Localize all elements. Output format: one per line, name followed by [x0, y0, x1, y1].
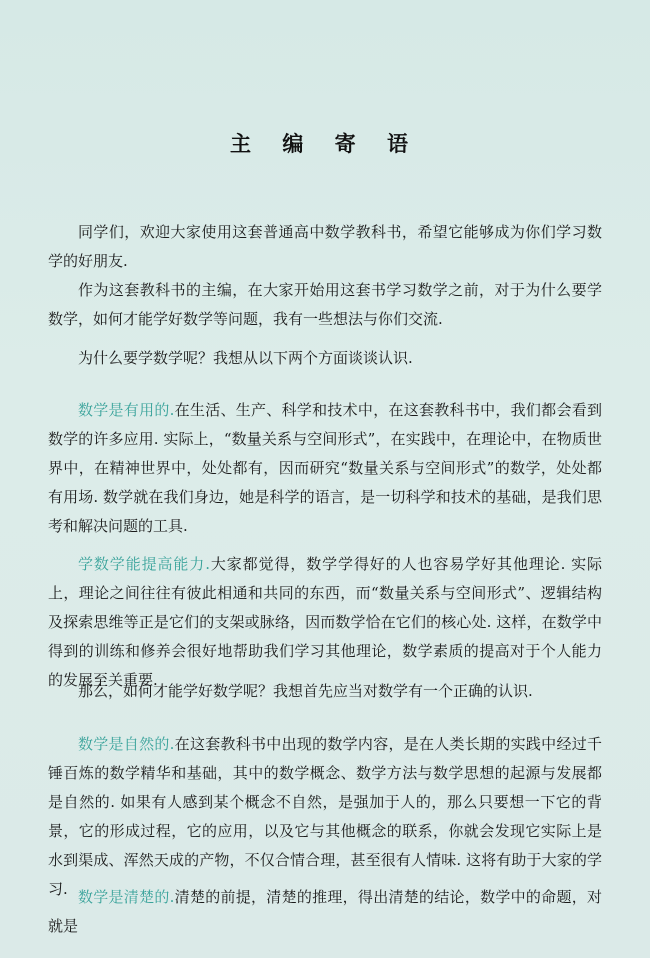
paragraph-text: 同学们，欢迎大家使用这套普通高中数学教科书，希望它能够成为你们学习数学的好朋友. — [48, 223, 602, 270]
paragraph-math-ability — [48, 550, 602, 695]
paragraph-text: 清楚的前提，清楚的推理，得出清楚的结论，数学中的命题，对就是 — [48, 888, 602, 935]
paragraph-lead: 数学是清楚的. — [78, 888, 175, 906]
paragraph-text: 大家都觉得，数学学得好的人也容易学好其他理论. 实际上，理论之间往往有彼此相通和共同的东西，而“数量关系与空间形式”、逻辑结构及探索思维等正是它们的支架或脉络，因而数学恰在它们的核心处. 这样，在数学中得到的训练和修养会很好地帮助我们学习其他理论，数学素质的提高对于个人能力的发展至关重要. — [48, 555, 602, 689]
paragraph-lead: 数学是自然的. — [78, 735, 175, 753]
paragraph-text: 在这套教科书中出现的数学内容，是在人类长期的实践中经过千锤百炼的数学精华和基础，其中的数学概念、数学方法与数学思想的起源与发展都是自然的. 如果有人感到某个概念不自然，是强加于人的，那么只要想一下它的背景，它的形成过程，它的应用，以及它与其他概念的联系，你就会发现它实际上是水到渠成、浑然天成的产物，不仅合情合理，甚至很有人情味. 这将有助于大家的学习. — [48, 735, 602, 898]
page-title: 主 编 寄 语 — [230, 131, 420, 156]
paragraph-why-question — [48, 344, 602, 373]
paragraph-text: 那么，如何才能学好数学呢？我想首先应当对数学有一个正确的认识. — [78, 682, 533, 700]
paragraph-lead: 数学是有用的. — [78, 401, 175, 419]
paragraph-text: 作为这套教科书的主编，在大家开始用这套书学习数学之前，对于为什么要学数学，如何才能学好数学等问题，我有一些想法与你们交流. — [48, 281, 602, 328]
paragraph-text: 为什么要学数学呢？我想从以下两个方面谈谈认识. — [78, 349, 413, 367]
paragraph-math-useful — [48, 396, 602, 541]
paragraph-text: 在生活、生产、科学和技术中，在这套教科书中，我们都会看到数学的许多应用. 实际上，“数量关系与空间形式”，在实践中，在理论中，在物质世界中，在精神世界中，处处都有，因而研究“数量关系与空间形式”的数学，处处都有用场. 数学就在我们身边，她是科学的语言，是一切科学和技术的基础，是我们思考和解决问题的工具. — [48, 401, 602, 535]
paragraph-math-clear — [48, 883, 602, 941]
paragraph-how-question — [48, 677, 602, 706]
paragraph-lead: 学数学能提高能力. — [78, 555, 210, 573]
paragraph-math-natural — [48, 730, 602, 904]
paragraph-greeting — [48, 218, 602, 276]
paragraph-intro — [48, 276, 602, 334]
